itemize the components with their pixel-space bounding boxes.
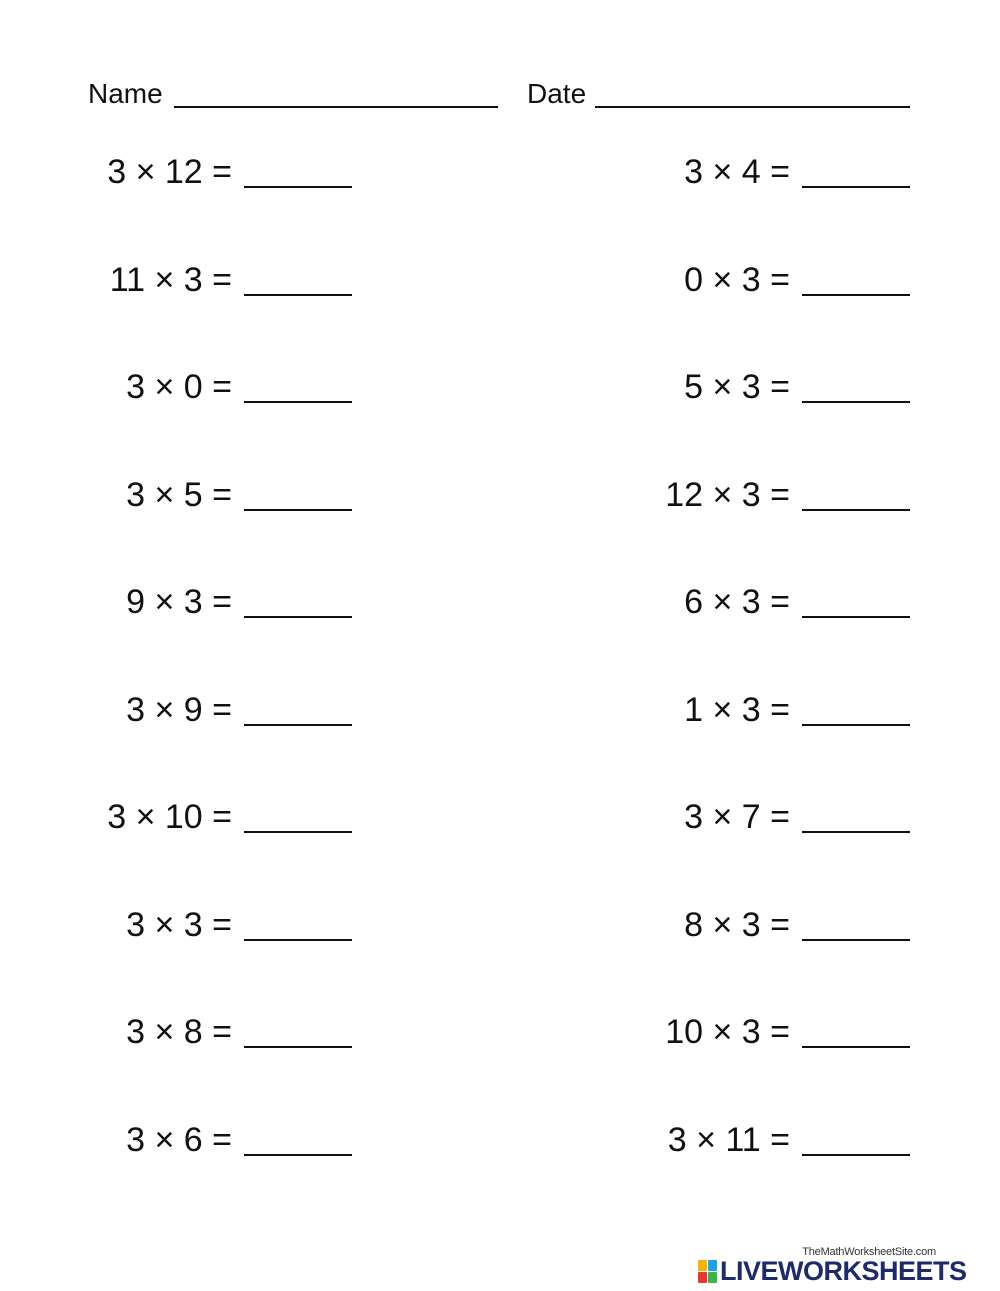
problem-row — [640, 258, 910, 302]
problem-expression: 3 × 5 = — [126, 475, 232, 514]
answer-blank[interactable] — [244, 186, 352, 188]
problem-expression: 6 × 3 = — [684, 583, 790, 621]
problem-row — [640, 1118, 910, 1162]
problem-row — [640, 365, 910, 409]
answer-blank[interactable] — [802, 724, 910, 726]
problem-row — [88, 473, 352, 517]
problem-expression: 8 × 3 = — [684, 905, 790, 944]
problem-column-left — [88, 0, 352, 1291]
problem-expression: 1 × 3 = — [684, 690, 790, 729]
problem-row — [88, 795, 352, 839]
problem-row — [640, 150, 910, 194]
problem-expression: 5 × 3 = — [684, 368, 790, 406]
problem-expression: 3 × 12 = — [107, 153, 232, 191]
problem-row — [88, 580, 352, 624]
problem-expression: 3 × 7 = — [684, 798, 790, 836]
answer-blank[interactable] — [802, 831, 910, 833]
problem-expression: 3 × 9 = — [126, 690, 232, 729]
problem-row — [88, 258, 352, 302]
brand-wordmark: LIVEWORKSHEETS — [720, 1256, 967, 1286]
answer-blank[interactable] — [244, 1046, 352, 1048]
answer-blank[interactable] — [802, 186, 910, 188]
problem-row — [640, 1010, 910, 1054]
problem-expression: 3 × 6 = — [126, 1120, 232, 1159]
problem-column-right — [640, 0, 910, 1291]
problem-expression: 3 × 4 = — [684, 153, 790, 191]
problem-row — [640, 473, 910, 517]
problem-row — [640, 580, 910, 624]
problem-expression: 12 × 3 = — [665, 475, 790, 514]
answer-blank[interactable] — [244, 724, 352, 726]
problem-expression: 3 × 11 = — [667, 1120, 790, 1159]
date-label: Date — [527, 78, 587, 109]
answer-blank[interactable] — [802, 509, 910, 511]
liveworksheets-logo — [698, 1256, 998, 1286]
answer-blank[interactable] — [802, 1046, 910, 1048]
problem-expression: 3 × 3 = — [126, 905, 232, 944]
footer-branding — [698, 1246, 998, 1286]
problem-expression: 3 × 8 = — [126, 1013, 232, 1051]
problem-expression: 0 × 3 = — [684, 260, 790, 299]
answer-blank[interactable] — [244, 616, 352, 618]
site-credit: TheMathWorksheetSite.com — [802, 1246, 936, 1258]
answer-blank[interactable] — [244, 509, 352, 511]
answer-blank[interactable] — [802, 939, 910, 941]
problem-row — [88, 688, 352, 732]
problem-expression: 3 × 10 = — [107, 798, 232, 836]
problem-expression: 9 × 3 = — [126, 583, 232, 621]
answer-blank[interactable] — [244, 401, 352, 403]
problem-row — [88, 150, 352, 194]
logo-blocks-icon — [698, 1260, 718, 1284]
answer-blank[interactable] — [244, 831, 352, 833]
problem-row — [88, 365, 352, 409]
answer-blank[interactable] — [802, 616, 910, 618]
problem-expression: 11 × 3 = — [109, 260, 232, 299]
problem-expression: 3 × 0 = — [126, 368, 232, 406]
answer-blank[interactable] — [802, 1154, 910, 1156]
problem-row — [88, 1118, 352, 1162]
problem-row — [88, 903, 352, 947]
name-label: Name — [88, 78, 163, 109]
answer-blank[interactable] — [802, 401, 910, 403]
problem-row — [640, 903, 910, 947]
problem-row — [640, 795, 910, 839]
answer-blank[interactable] — [802, 294, 910, 296]
problem-expression: 10 × 3 = — [665, 1013, 790, 1051]
answer-blank[interactable] — [244, 294, 352, 296]
answer-blank[interactable] — [244, 1154, 352, 1156]
answer-blank[interactable] — [244, 939, 352, 941]
problem-row — [88, 1010, 352, 1054]
problem-row — [640, 688, 910, 732]
